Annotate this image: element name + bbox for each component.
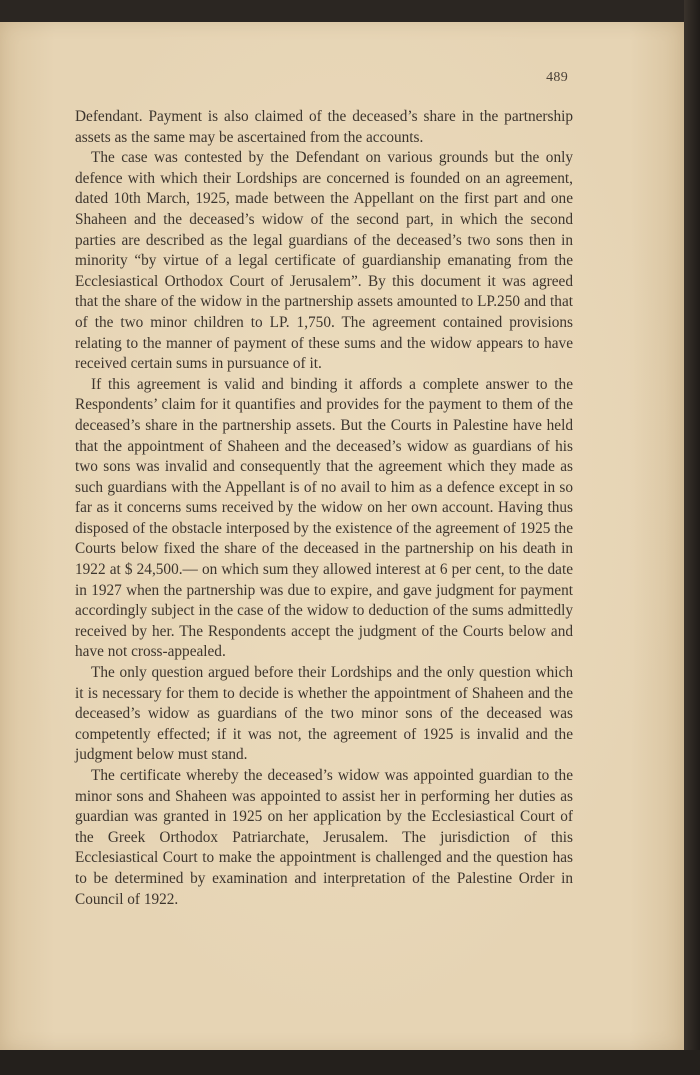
- scan-bottom-edge: [0, 1050, 700, 1075]
- paragraph-4: The only question argued before their Lordships and the only question which it is necessary for them to decide is whether the appointment of Shaheen and the deceased’s widow as guardians of the two minor sons of the deceased was competently effected; if it was not, the agreement of 1925 is invalid and the judgment below must stand.: [75, 664, 573, 764]
- paragraph-5: The certificate whereby the deceased’s widow was appointed guardian to the minor sons and Shaheen was appointed to assist her in performing her duties as guardian was granted in 1925 on her application by the Ecclesiastical Court of the Greek Orthodox Patriarchate, Jerusalem. The jurisdiction of this Ecclesiastical Court to make the appointment is challenged and the question has to be determined by examination and interpretation of the Palestine Order in Council of 1922.: [75, 767, 573, 908]
- paragraph-1: Defendant. Payment is also claimed of the deceased’s share in the partnership assets as the same may be ascertained from the accounts.: [75, 108, 573, 146]
- book-binding-edge: [684, 0, 700, 1075]
- page-number: 489: [546, 70, 568, 85]
- body-text: [75, 107, 573, 910]
- paragraph-2: The case was contested by the Defendant on various grounds but the only defence with which their Lordships are concerned is founded on an agreement, dated 10th March, 1925, made between the Appellant on the first part and one Shaheen and the deceased’s widow of the second part, in which the second parties are described as the legal guardians of the deceased’s two sons then in minority “by virtue of a legal certificate of guardianship emanating from the Ecclesiastical Orthodox Court of Jerusalem”. By this document it was agreed that the share of the widow in the partnership assets amounted to LP.250 and that of the two minor children to LP. 1,750. The agreement contained provisions relating to the manner of payment of these sums and the widow appears to have received certain sums in pursuance of it.: [75, 149, 573, 373]
- paragraph-3: If this agreement is valid and binding it affords a complete answer to the Respondents’ claim for it quantifies and provides for the payment to them of the deceased’s share in the partnership assets. But the Courts in Palestine have held that the appointment of Shaheen and the deceased’s widow as guardians of his two sons was invalid and consequently that the agreement which they made as such guardians with the Appellant is of no avail to him as a defence except in so far as it concerns sums received by the widow on her own account. Having thus disposed of the obstacle interposed by the existence of the agreement of 1925 the Courts below fixed the share of the deceased in the partnership on his death in 1922 at $ 24,500.— on which sum they allowed interest at 6 per cent, to the date in 1927 when the partnership was due to expire, and gave judgment for payment accordingly subject in the case of the widow to deduction of the sums admittedly received by her. The Respondents accept the judgment of the Courts below and have not cross-appealed.: [75, 375, 573, 661]
- document-page: [0, 22, 684, 1050]
